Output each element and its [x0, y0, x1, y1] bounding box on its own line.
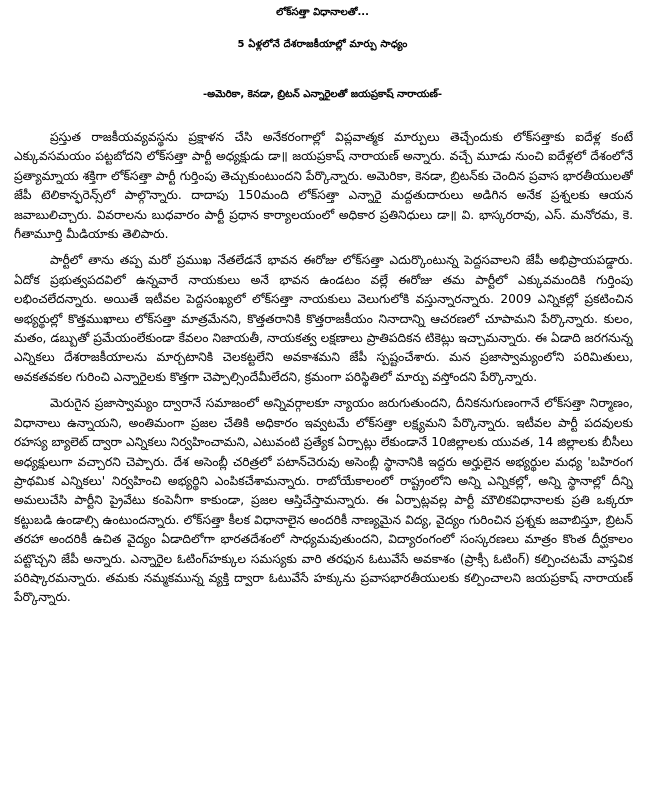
article-headline: 5 ఏళ్లలోనే దేశరాజకీయాల్లో మార్పు సాధ్యం: [237, 39, 408, 50]
article-subhead: -అమెరికా, కెనడా, బ్రిటన్ ఎన్నారైలతో జయప్రకాష్ నారాయణ్-: [203, 89, 442, 100]
article-body: [14, 128, 633, 796]
article-paragraph-3: మెరుగైన ప్రజాస్వామ్యం ద్వారానే సమాజంలో అన్నివర్గాలకూ న్యాయం జరుగుతుందని, దీనికనుగుణంగానే లోక్‌సత్తా నిర్మాణం, విధానాలు ఉన్నాయని, అంతిమంగా ప్రజల చేతికి అధికారం ఇవ్వటమే లోక్‌సత్తా లక్ష్యమని పేర్కొన్నారు. ఇటీవల పార్టీ పదవులకు రహస్య బ్యాలెట్ ద్వారా ఎన్నికలు నిర్వహించామని, ఎటువంటి ప్రత్యేక ఏర్పాట్లు లేకుండానే 10జిల్లాలకు యువత, 14 జిల్లాలకు బీసీలు అధ్యక్షులుగా వచ్చారని చెప్పారు. దేశ అసెంబ్లీ చరిత్రలో పటాన్‌చెరువు అసెంబ్లీ స్థానానికి ఇద్దరు అర్హులైన అభ్యర్థుల మధ్య 'బహిరంగ ప్రాథమిక ఎన్నికలు' నిర్వహించి అభ్యర్థిని ఎంపికచేశామన్నారు. రాబోయేకాలంలో రాష్ట్రంలోని అన్ని ఎన్నికల్లో, అన్ని స్థానాల్లో దీన్ని అమలుచేసి పార్టీని ప్రైవేటు కంపెనీగా కాకుండా, ప్రజల ఆస్తిచేస్తామన్నారు. ఈ ఏర్పాట్లవల్ల పార్టీ మౌలికవిధానాలకు ప్రతి ఒక్కరూ కట్టుబడి ఉండాల్సి ఉంటుందన్నారు. లోక్‌సత్తా కీలక విధానాలైన అందరికీ నాణ్యమైన విద్య, వైద్యం గురించిన ప్రశ్నకు జవాబిస్తూ, బ్రిటన్ తరహా అందరికీ ఉచిత వైద్యం ఏడాదిలోగా భారతదేశంలో సాధ్యమవుతుందని, విద్యారంగంలో సంస్కరణలు మాత్రం కొంత దీర్ఘకాలం పట్టొచ్చని జేపీ అన్నారు. ఎన్నారైల ఓటింగ్‌హక్కుల సమస్యకు వారి తరఫున ఓటువేసే అవకాశం (ప్రాక్సీ ఓటింగ్) కల్పించటమే వాస్తవిక పరిష్కారమన్నారు. తమకు నమ్మకమున్న వ్యక్తి ద్వారా ఓటువేసే హక్కును ప్రవాసభారతీయులకు కల్పించాలని జయప్రకాష్ నారాయణ్ పేర్కొన్నారు.: [14, 396, 633, 605]
article-paragraph-2: పార్టీలో తాను తప్ప మరో ప్రముఖ నేతలేడనే భావన ఈరోజు లోక్‌సత్తా ఎదుర్కొంటున్న పెద్దసవాలని జేపీ అభిప్రాయపడ్డారు. ఏదోక ప్రభుత్వపదవిలో ఉన్నవారే నాయకులు అనే భావన ఉండటం వల్లే ఈరోజు తమ పార్టీలో ఎక్కువమందికి గుర్తింపు లభించలేదన్నారు. అయితే ఇటీవల పెద్దసంఖ్యలో లోక్‌సత్తా నాయకులు వెలుగులోకి వస్తున్నారన్నారు. 2009 ఎన్నికల్లో ప్రకటించిన అభ్యర్థుల్లో కొత్తముఖాలు లోక్‌సత్తా మాత్రమేనని, కొత్తతరానికి కొత్తరాజకీయం నినాదాన్ని ఆచరణలో చూపామని పేర్కొన్నారు. కులం, మతం, డబ్బుతో ప్రమేయంలేకుండా కేవలం నిజాయతీ, నాయకత్వ లక్షణాలు ప్రాతిపదికన టికెట్లు ఇచ్చామన్నారు. ఈ ఏడాది జరగనున్న ఎన్నికలు దేశరాజకీయాలను మార్చటానికి చెలకట్టలేని అవకాశమని జేపీ స్పష్టంచేశారు. మన ప్రజాస్వామ్యంలోని పరిమితులు, అవకతవకల గురించి ఎన్నారైలకు కొత్తగా చెప్పాల్సిందేమీలేదని, క్రమంగా పరిస్థితిలో మార్పు వస్తోందని పేర్కొన్నారు.: [14, 253, 633, 384]
article-kicker: లోక్‌సత్తా విధానాలతో...: [276, 7, 369, 18]
article-paragraph-1: ప్రస్తుత రాజకీయవ్యవస్థను ప్రక్షాళన చేసి అనేకరంగాల్లో విప్లవాత్మక మార్పులు తెచ్చేందుకు లోక్‌సత్తాకు ఐదేళ్ల కంటే ఎక్కువసమయం పట్టబోదని లోక్‌సత్తా పార్టీ అధ్యక్షుడు డా॥ జయప్రకాష్ నారాయణ్ అన్నారు. వచ్చే మూడు నుంచి ఐదేళ్లలో దేశంలోనే ప్రత్యామ్నాయ శక్తిగా లోక్‌సత్తా పార్టీ గుర్తింపు తెచ్చుకుంటుందని పేర్కొన్నారు. అమెరికా, కెనడా, బ్రిటన్‌కు చెందిన ప్రవాస భారతీయులతో జేపీ టెలికాన్ఫరెన్స్‌లో పాల్గొన్నారు. దాదాపు 150మంది లోక్‌సత్తా ఎన్నారై మద్దతుదారులు అడిగిన అనేక ప్రశ్నలకు ఆయన జవాబులిచ్చారు. వివరాలను బుధవారం పార్టీ ప్రధాన కార్యాలయంలో అధికార ప్రతినిధులు డా॥ వి. భాస్కరరావు, ఎస్. మనోరమ, కె. గీతామూర్తి మీడియాకు తెలిపారు.: [14, 130, 633, 242]
